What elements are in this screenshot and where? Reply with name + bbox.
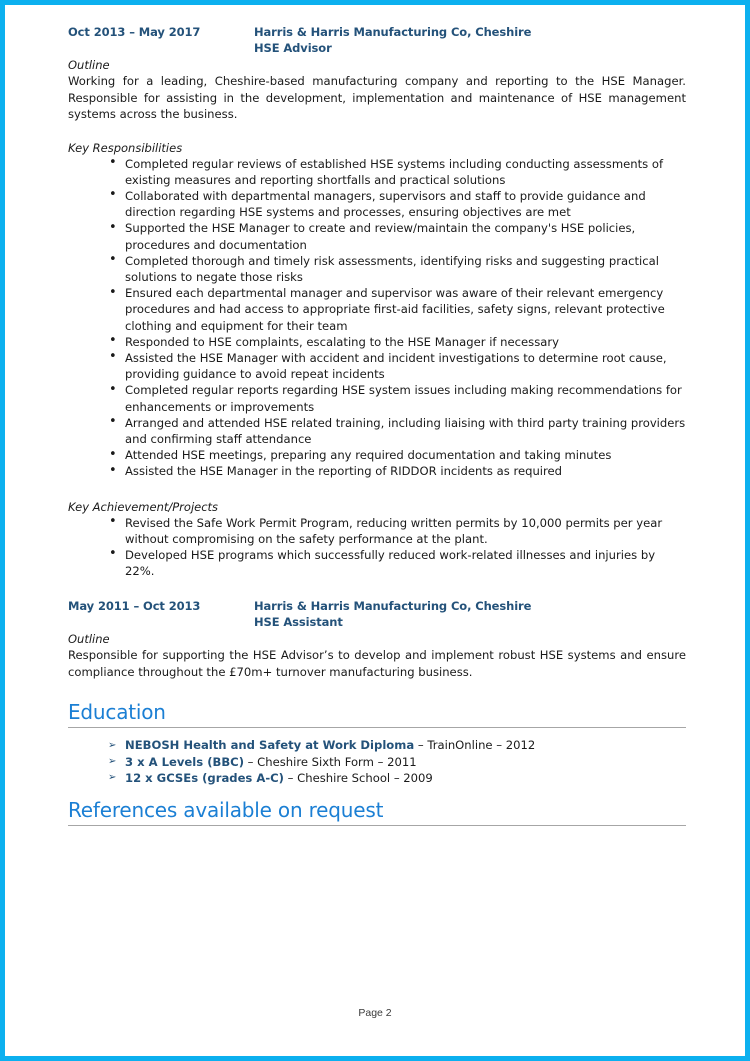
education-detail: – TrainOnline – 2012	[414, 738, 536, 753]
job-dates: May 2011 – Oct 2013	[68, 599, 201, 614]
page-footer: Page 2	[358, 1007, 392, 1019]
list-item: • Responded to HSE complaints, escalating to the HSE Manager if necessary	[68, 334, 686, 350]
responsibilities-list	[68, 156, 686, 480]
job-header	[68, 599, 686, 630]
section-heading-references: References available on request	[68, 798, 686, 826]
list-item: • Revised the Safe Work Permit Program, reducing written permits by 10,000 permits per year without compromising on the safety performance at the plant.	[68, 515, 686, 547]
job-company: Harris & Harris Manufacturing Co, Cheshire	[254, 599, 532, 614]
outline-text: Responsible for supporting the HSE Advisor’s to develop and implement robust HSE systems and ensure compliance throughout the £70m+ turnover manufacturing business.	[68, 648, 686, 679]
education-list	[68, 737, 686, 786]
job-header	[68, 25, 686, 56]
education-qualification: NEBOSH Health and Safety at Work Diploma	[125, 738, 415, 753]
list-item	[68, 754, 686, 770]
list-item	[68, 737, 686, 753]
education-qualification: 3 x A Levels (BBC)	[125, 754, 244, 769]
job-title: HSE Assistant	[254, 614, 343, 629]
list-item: • Completed thorough and timely risk assessments, identifying risks and suggesting practical solutions to negate those risks	[68, 253, 686, 285]
outline-text: Working for a leading, Cheshire-based manufacturing company and reporting to the HSE Manager. Responsible for assisting in the development, implementation and maintenance of HSE management systems across the business.	[68, 74, 686, 121]
achievements-label: Key Achievement/Projects	[68, 499, 219, 514]
education-detail: – Cheshire School – 2009	[283, 770, 433, 785]
list-item: • Attended HSE meetings, preparing any required documentation and taking minutes	[68, 447, 686, 463]
list-item: • Completed regular reports regarding HSE system issues including making recommendations for enhancements or improvements	[68, 382, 686, 414]
list-item: • Supported the HSE Manager to create and review/maintain the company's HSE policies, procedures and documentation	[68, 220, 686, 252]
list-item: • Completed regular reviews of established HSE systems including conducting assessments of existing measures and reporting shortfalls and practical solutions	[68, 156, 686, 188]
education-section	[68, 700, 686, 786]
list-item	[68, 770, 686, 786]
education-qualification: 12 x GCSEs (grades A-C)	[125, 770, 284, 785]
cv-content	[68, 25, 686, 826]
job-entry-1	[68, 25, 686, 579]
job-company: Harris & Harris Manufacturing Co, Cheshire	[254, 25, 532, 39]
job-title: HSE Advisor	[254, 40, 332, 55]
outline-label: Outline	[68, 632, 110, 647]
list-item: • Assisted the HSE Manager in the reporting of RIDDOR incidents as required	[68, 463, 686, 479]
list-item: • Assisted the HSE Manager with accident and incident investigations to determine root cause, providing guidance to avoid repeat incidents	[68, 350, 686, 382]
job-dates: Oct 2013 – May 2017	[68, 25, 201, 39]
list-item: • Collaborated with departmental managers, supervisors and staff to provide guidance and direction regarding HSE systems and processes, ensuring objectives are met	[68, 188, 686, 220]
references-section	[68, 798, 686, 826]
outline-label: Outline	[68, 58, 110, 72]
list-item: • Arranged and attended HSE related training, including liaising with third party training providers and confirming staff attendance	[68, 415, 686, 447]
job-entry-2	[68, 599, 686, 680]
list-item: • Ensured each departmental manager and supervisor was aware of their relevant emergency procedures and had access to appropriate first-aid facilities, safety signs, relevant protective clothing and equipment for their team	[68, 285, 686, 334]
job-employer-block	[254, 599, 686, 630]
achievements-list	[68, 515, 686, 580]
section-heading-education: Education	[68, 700, 686, 728]
responsibilities-label: Key Responsibilities	[68, 140, 183, 155]
job-employer-block	[254, 25, 686, 56]
education-detail: – Cheshire Sixth Form – 2011	[244, 754, 417, 769]
list-item: • Developed HSE programs which successfully reduced work-related illnesses and injuries by 22%.	[68, 547, 686, 579]
